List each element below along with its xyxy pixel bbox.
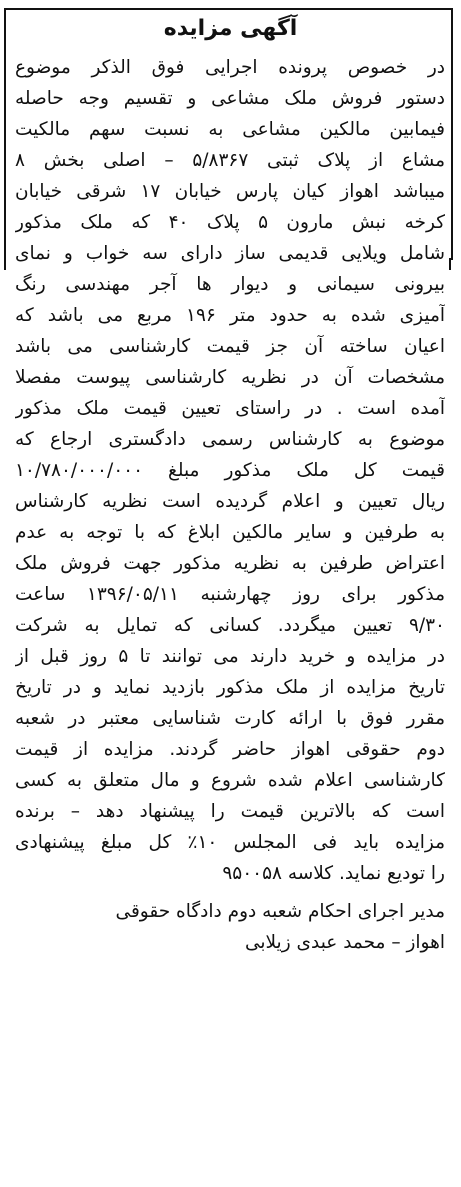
signature-name: اهواز – محمد عبدی زیلابی <box>244 932 445 953</box>
body-line: بیرونی سیمانی و دیوار ها آجر مهندسی رنگ <box>15 274 445 295</box>
body-line: شامل ویلایی قدیمی ساز دارای سه خواب و نمای <box>15 243 445 264</box>
body-line: قیمت کل ملک مذکور مبلغ ۱۰/۷۸۰/۰۰۰/۰۰۰ <box>15 460 445 481</box>
body-line: آمیزی شده به حدود متر ۱۹۶ مربع می باشد که <box>15 305 445 326</box>
border-tail-left <box>4 258 6 270</box>
body-line: در مزایده و خرید دارند می توانند تا ۵ روز قبل از <box>15 646 445 667</box>
body-line: دوم حقوقی اهواز حاضر گردند. مزایده از قیمت <box>15 739 445 760</box>
body-line: ریال تعیین و اعلام گردیده است نظریه کارشناس <box>15 491 445 512</box>
body-line: فیمابین مالکین مشاعی به نسبت سهم مالکیت <box>15 119 445 140</box>
body-line: مذکور برای روز چهارشنبه ۱۳۹۶/۰۵/۱۱ ساعت <box>15 584 445 605</box>
notice-title: آگهی مزایده <box>163 16 298 41</box>
body-line: در خصوص پرونده اجرایی فوق الذکر موضوع <box>15 57 445 78</box>
body-line: میباشد اهواز کیان پارس خیابان ۱۷ شرقی خیابان <box>15 181 445 202</box>
body-line: کارشناسی اعلام شده شروع و مال متعلق به کسی <box>15 770 445 791</box>
body-line: تاریخ مزایده از ملک مذکور بازدید نماید و در تاریخ <box>15 677 445 698</box>
border-tail-right <box>449 258 451 270</box>
body-line: کرخه نبش مارون ۵ پلاک ۴۰ که ملک مذکور <box>15 212 445 233</box>
body-line: آمده است . در راستای تعیین قیمت ملک مذکور <box>15 398 445 419</box>
body-line: مقرر فوق با ارائه کارت شناسایی معتبر در شعبه <box>15 708 445 729</box>
body-line: موضوع به کارشناس رسمی دادگستری ارجاع که <box>15 429 445 450</box>
body-line: اعتراض طرفین به نظریه مذکور جهت فروش ملک <box>15 553 445 574</box>
body-line: مشاع از پلاک ثبتی ۵/۸۳۶۷ – اصلی بخش ۸ <box>15 150 445 171</box>
body-line: اعیان ساخته آن جز قیمت کارشناسی می باشد <box>15 336 445 357</box>
signature-title: مدیر اجرای احکام شعبه دوم دادگاه حقوقی <box>115 901 445 922</box>
body-line: را تودیع نماید. کلاسه ۹۵۰۰۵۸ <box>222 863 445 884</box>
body-line: مشخصات آن در نظریه کارشناسی پیوست مفصلا <box>15 367 445 388</box>
body-line: است که بالاترین قیمت را پیشنهاد دهد – برنده <box>15 801 445 822</box>
body-line: به طرفین و سایر مالکین ابلاغ که با توجه به عدم <box>15 522 445 543</box>
body-line: دستور فروش ملک مشاعی و تقسیم وجه حاصله <box>15 88 445 109</box>
body-line: ۹/۳۰ تعیین میگردد. کسانی که تمایل به شرکت <box>15 615 445 636</box>
body-line: مزایده باید فی المجلس ۱۰٪ کل مبلغ پیشنهادی <box>15 832 445 853</box>
